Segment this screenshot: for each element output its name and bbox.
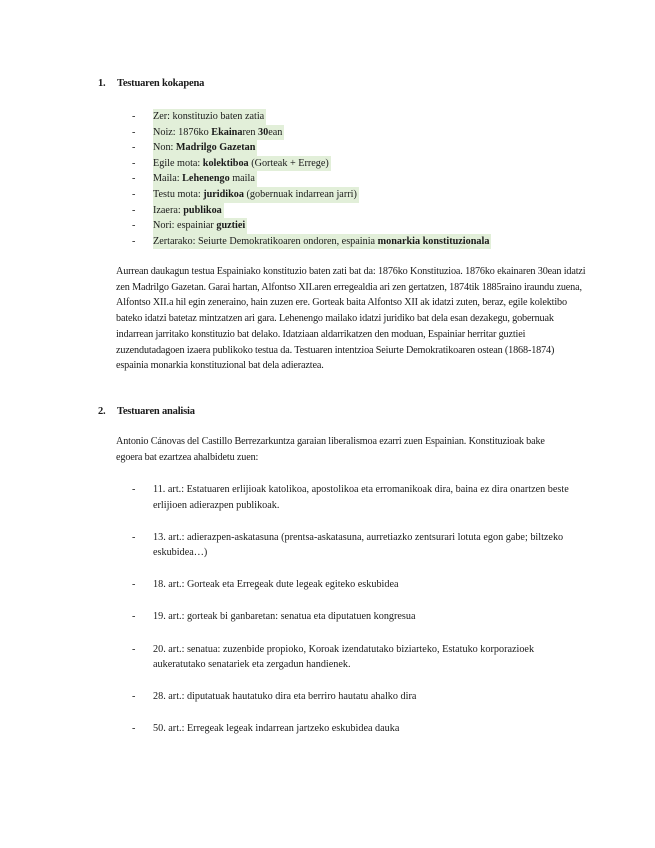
text-run: (gobernuak indarrean jarri) — [243, 188, 357, 200]
section2-number: 2. — [98, 406, 106, 417]
bullet-dash: - — [132, 111, 136, 122]
text-run: ean — [268, 126, 283, 138]
article-text: 18. art.: Gorteak eta Erregeak dute legeak egiteko eskubidea — [153, 579, 399, 591]
text-run: Non: — [153, 142, 176, 154]
text-run: ren — [242, 126, 259, 138]
section1-heading — [98, 78, 204, 89]
bullet-dash: - — [132, 173, 136, 185]
summary-bullet-text — [153, 125, 284, 141]
bold-run: Ekaina — [211, 126, 243, 138]
article-text: 11. art.: Estatuaren erlijioak katolikoa, apostolikoa eta erromanikoak dira, baina ez dira onartzen beste erlijioen adierazpen publikoak. — [153, 484, 569, 511]
article-text: 50. art.: Erregeak legeak indarrean jartzeko eskubidea dauka — [153, 723, 400, 735]
text-run: Nori: espainiar — [153, 220, 217, 232]
article-text: 13. art.: adierazpen-askatasuna (prentsa-askatasuna, aurretiazko zentsurari lotuta egon gabe; biltzeko eskubidea…) — [153, 531, 564, 559]
bullet-dash: - — [132, 188, 136, 200]
bullet-dash: - — [132, 691, 136, 703]
article-item — [132, 721, 572, 737]
bullet-dash: - — [132, 142, 136, 154]
bold-run: guztiei — [216, 220, 246, 232]
bullet-dash: - — [132, 531, 136, 543]
bold-run: juridikoa — [203, 188, 244, 200]
bullet-dash: - — [132, 204, 136, 216]
text-run: Egile mota: — [153, 157, 203, 169]
section2-heading — [98, 406, 195, 417]
bold-run: monarkia konstituzionala — [377, 235, 490, 247]
bold-run: publikoa — [183, 204, 222, 216]
bullet-dash: - — [132, 723, 136, 735]
bullet-dash: - — [132, 220, 136, 232]
bullet-dash: - — [132, 235, 136, 247]
section1-title: Testuaren kokapena — [117, 78, 205, 89]
article-text: 19. art.: gorteak bi ganbaretan: senatua eta diputatuen kongresua — [153, 611, 416, 623]
summary-bullet-text — [153, 171, 257, 187]
bullet-dash: - — [132, 126, 136, 138]
text-run: Zer: konstituzio baten zatia — [153, 111, 265, 122]
text-run: Testu mota: — [153, 188, 204, 200]
article-text: 20. art.: senatua: zuzenbide propioko, Koroak izendatutako biziarteko, Estatuko korporazioek aukeratutako senatariek eta zergadun handienek. — [153, 643, 535, 671]
bold-run: Lehenengo — [182, 173, 230, 185]
article-item — [132, 577, 572, 593]
article-text: 28. art.: diputatuak hautatuko dira eta berriro hautatu ahalko dira — [153, 691, 417, 703]
bold-run: Madrilgo Gazetan — [175, 142, 256, 154]
summary-bullet-text — [153, 203, 224, 219]
summary-bullet-text — [153, 218, 247, 234]
article-item — [132, 609, 572, 625]
bullet-dash: - — [132, 643, 136, 655]
section2-intro: Antonio Cánovas del Castillo Berrezarkuntza garaian liberalismoa ezarri zuen Espainian. Konstituzioak bake egoera bat ezartzea ahalbidetu zuen: — [116, 436, 545, 463]
summary-bullet-text — [153, 156, 331, 172]
summary-bullet-text — [153, 109, 266, 125]
bullet-dash: - — [132, 157, 136, 169]
section2-title: Testuaren analisia — [117, 406, 195, 417]
text-run: Noiz: 1876ko — [153, 126, 212, 138]
text-run: Maila: — [153, 173, 183, 185]
article-item — [132, 689, 572, 705]
article-item — [132, 530, 572, 561]
article-item — [132, 482, 572, 513]
text-run: maila — [229, 173, 255, 185]
summary-bullet-text — [153, 140, 257, 156]
bullet-dash: - — [132, 484, 136, 495]
article-item — [132, 642, 572, 673]
text-run: Izaera: — [153, 204, 184, 216]
section1-number: 1. — [98, 78, 106, 89]
bold-run: 30 — [258, 126, 269, 138]
bold-run: kolektiboa — [202, 157, 249, 169]
summary-bullet-text — [153, 234, 491, 250]
text-run: (Gorteak + Errege) — [248, 157, 329, 169]
text-run: Zertarako: Seiurte Demokratikoaren ondoren, espainia — [153, 235, 378, 247]
articles-list — [132, 482, 572, 753]
summary-bullet-text — [153, 187, 359, 203]
section1-paragraph: Aurrean daukagun testua Espainiako konstituzio baten zati bat da: 1876ko Konstituzioa. 1876ko ekainaren 30ean idatzi zen Madrilgo Gazetan. Garai hartan, Alfontso XII.aren erregealdia ari zen gertatzen, 1874tik 1885raino iraundu zuena, Alfontso XII.a hil egin zeneraino, hain zuzen ere. Gorteak baita Alfontso XII ak idatzi zuten, beraz, egile kolektibo bateko idatzi batetaz mintzatzen ari gara. Lehenengo mailako idatzi juridiko bat dela esan dezakegu, gobernuak indarrean jarritako konstituzio bat delako. Idatziaan aldarrikatzen den moduan, Espainiar herritar guztiei zuzendutadagoen izaera publikoko testua da. Testuaren intentzioa Seiurte Demokratikoaren ostean (1868-1874) espainia monarkia konstituzional bat dela adieraztea. — [116, 266, 586, 372]
bullet-dash: - — [132, 579, 136, 591]
bullet-dash: - — [132, 611, 136, 623]
